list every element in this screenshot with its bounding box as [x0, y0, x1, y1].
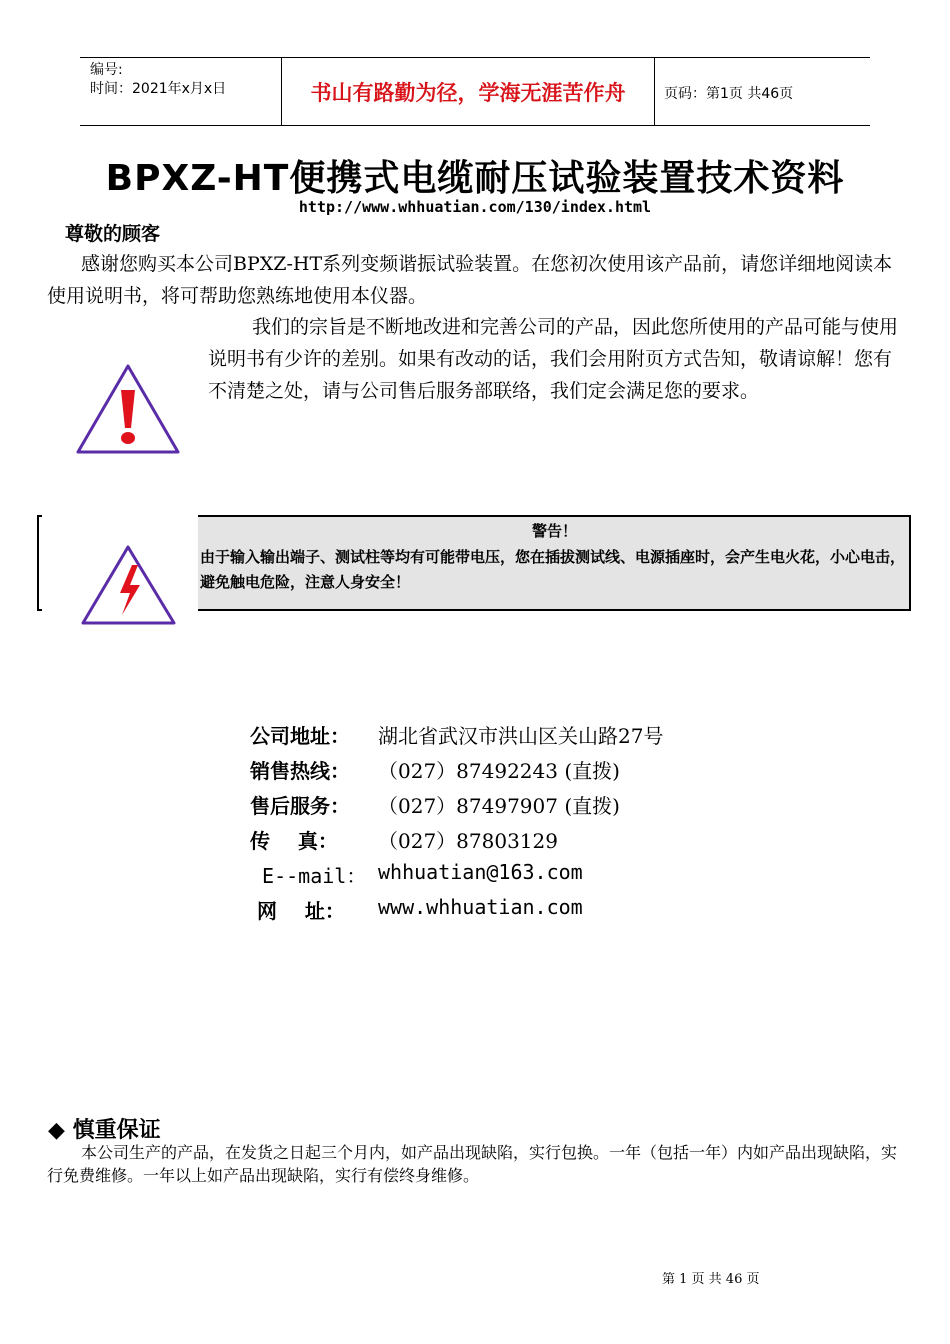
- warning-text: 由于输入输出端子、测试柱等均有可能带电压，您在插拔测试线、电源插座时，会产生电火花，小心电击，避免触电危险，注意人身安全！: [200, 548, 906, 591]
- warning-title: 警告！: [531, 522, 577, 540]
- warranty-title: 慎重保证: [72, 1118, 161, 1143]
- high-voltage-icon: [80, 543, 178, 631]
- document-url: http://www.whhuatian.com/130/index.html: [298, 198, 652, 216]
- contact-value: （027）87803129: [378, 829, 558, 853]
- caution-triangle-icon: [74, 362, 184, 462]
- header-motto: 书山有路勤为径，学海无涯苦作舟: [310, 79, 626, 105]
- warning-bracket: [37, 515, 42, 611]
- doc-time-label: 时间：2021年x月x日: [90, 81, 227, 97]
- intro-paragraph: 感谢您购买本公司BPXZ-HT系列变频谐振试验装置。在您初次使用该产品前，请您详细地阅读本使用说明书，将可帮助您熟练地使用本仪器。: [47, 253, 893, 307]
- contact-email[interactable]: whhuatian@163.com: [378, 860, 583, 884]
- doc-number-label: 编号:: [90, 62, 123, 78]
- page-footer: 第 1 页 共 46 页: [662, 1272, 760, 1287]
- greeting: 尊敬的顾客: [65, 223, 161, 245]
- contact-label: 网 址：: [250, 899, 345, 923]
- contact-value: 湖北省武汉市洪山区关山路27号: [378, 724, 664, 748]
- contact-value: （027）87492243 (直拨): [378, 759, 620, 783]
- warranty-text: 本公司生产的产品，在发货之日起三个月内，如产品出现缺陷，实行包换。一年（包括一年）内如产品出现缺陷，实行免费维修。一年以上如产品出现缺陷，实行有偿终身维修。: [47, 1143, 898, 1185]
- contact-value: （027）87497907 (直拨): [378, 794, 620, 818]
- contact-label: E--mail：: [250, 864, 367, 888]
- purpose-paragraph: 我们的宗旨是不断地改进和完善公司的产品，因此您所使用的产品可能与使用说明书有少许的差别。如果有改动的话，我们会用附页方式告知，敬请谅解！您有不清楚之处，请与公司售后服务部联络，我们定会满足您的要求。: [208, 316, 899, 402]
- contact-website[interactable]: www.whhuatian.com: [378, 895, 583, 919]
- contact-label: 销售热线：: [250, 759, 350, 783]
- contact-label: 售后服务：: [250, 794, 350, 818]
- diamond-bullet-icon: ◆: [48, 1118, 65, 1143]
- contact-label: 公司地址：: [250, 724, 350, 748]
- header-page-info: 页码：第1页 共46页: [664, 86, 794, 102]
- header-divider: [654, 57, 655, 126]
- document-title: BPXZ-HT便携式电缆耐压试验装置技术资料: [105, 158, 845, 199]
- warranty-heading: [48, 1113, 161, 1144]
- contact-label: 传 真：: [250, 829, 338, 853]
